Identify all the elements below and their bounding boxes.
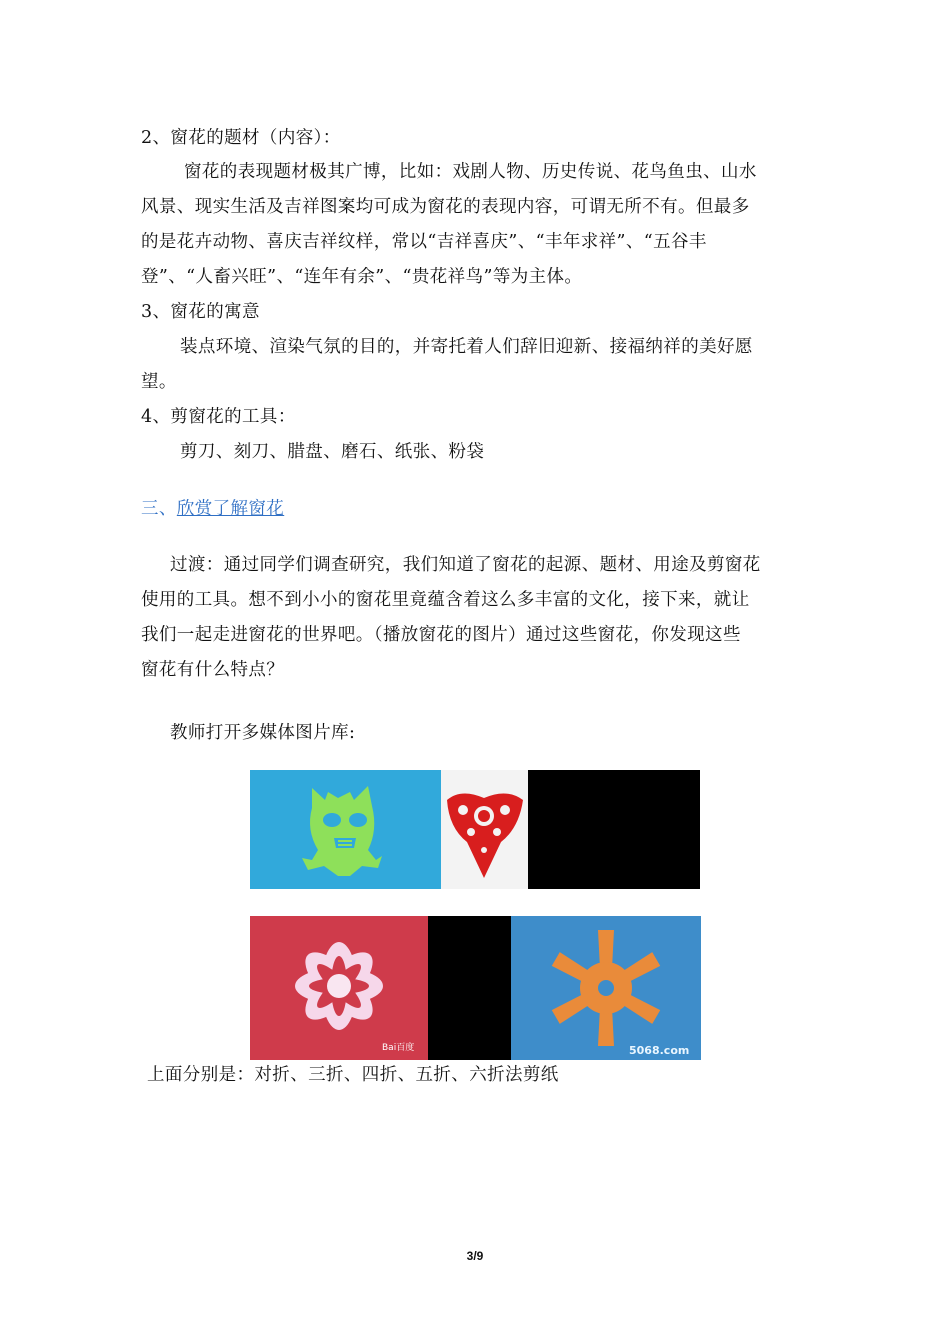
baidu-watermark: Bai百度 [382,1043,415,1053]
owl-cutout-icon [250,770,441,889]
section-2-paragraph-line: 窗花的表现题材极其广博，比如：戏剧人物、历史传说、花鸟鱼虫、山水 [184,162,757,182]
red-butterfly-papercut-photo [441,770,528,889]
orange-snowflake-papercut-photo [511,916,701,1060]
black-image-placeholder [528,770,700,889]
image-caption: 上面分别是：对折、三折、四折、五折、六折法剪纸 [147,1065,559,1085]
green-owl-papercut-photo [250,770,441,889]
flower-cutout-icon [250,916,428,1060]
part-3-title-link[interactable]: 欣赏了解窗花 [176,499,285,519]
section-3-heading: 3、窗花的寓意 [141,302,260,322]
page-number: 3/9 [466,1249,484,1263]
white-flower-papercut-photo [250,916,428,1060]
part-3-heading[interactable] [141,498,284,520]
butterfly-cutout-icon [441,770,528,889]
section-2-paragraph-line: 登”、“人畜兴旺”、“连年有余”、“贵花祥鸟”等为主体。 [141,267,583,287]
section-2-paragraph-line: 风景、现实生活及吉祥图案均可成为窗花的表现内容，可谓无所不有。但最多 [141,197,750,217]
section-4-tools-list: 剪刀、刻刀、腊盘、磨石、纸张、粉袋 [180,442,485,462]
section-2-heading: 2、窗花的题材（内容）： [141,128,341,148]
black-image-placeholder [428,916,511,1060]
section-3-paragraph-line: 装点环境、渲染气氛的目的，并寄托着人们辞旧迎新、接福纳祥的美好愿 [180,337,753,357]
transition-paragraph-line: 过渡：通过同学们调查研究，我们知道了窗花的起源、题材、用途及剪窗花 [170,555,761,575]
transition-paragraph-line: 使用的工具。想不到小小的窗花里竟蕴含着这么多丰富的文化，接下来，就让 [141,590,750,610]
section-2-paragraph-line: 的是花卉动物、喜庆吉祥纹样，常以“吉祥喜庆”、“丰年求祥”、“五谷丰 [141,232,707,252]
snowflake-cutout-icon [511,916,701,1060]
transition-paragraph-line: 窗花有什么特点？ [141,660,285,680]
part-3-prefix: 三、 [141,499,177,519]
transition-paragraph-line: 我们一起走进窗花的世界吧。（播放窗花的图片）通过这些窗花，你发现这些 [141,625,741,645]
section-4-heading: 4、剪窗花的工具： [141,407,296,427]
section-3-paragraph-line: 望。 [141,372,177,392]
teacher-instruction: 教师打开多媒体图片库: [170,723,356,743]
5068-watermark: 5068.com [629,1044,690,1057]
